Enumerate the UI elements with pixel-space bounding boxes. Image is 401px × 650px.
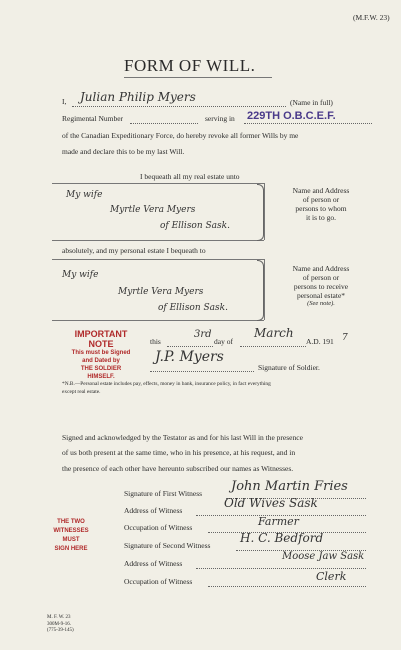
footer-codes: [47, 615, 74, 635]
witness2-address: Moose Jaw Sask: [282, 551, 365, 562]
witness2-occupation-line: [208, 586, 366, 587]
witness2-address-label: Address of Witness: [124, 559, 183, 568]
attestation-line-2: of us both present at the same time, who in his presence, at his request, and in: [62, 448, 296, 457]
personal-side-line-2: of person or: [302, 273, 340, 282]
real-estate-top-rule: [52, 183, 264, 184]
date-day: 3rd: [194, 329, 212, 340]
attestation-line-3: the presence of each other have hereunto subscribed our names as Witnesses.: [62, 464, 294, 473]
important-note-title-2: NOTE: [88, 339, 114, 349]
real-side-line-1: Name and Address: [292, 186, 350, 195]
personal-beneficiary-2: Myrtle Vera Myers: [118, 287, 204, 297]
personal-estate-bottom-rule: [52, 320, 264, 321]
witness1-signature: John Martin Fries: [231, 479, 348, 494]
personal-estate-top-rule: [52, 259, 264, 260]
footer-line-2: 300M-9-16.: [47, 621, 72, 627]
witness2-address-line: [196, 568, 366, 569]
footer-line-3: (775-39-145): [47, 628, 74, 633]
witness2-signature: H. C. Bedford: [240, 531, 324, 545]
intro-line-3: made and declare this to be my last Will.: [62, 147, 185, 156]
personal-side-line-5: (See note).: [307, 300, 335, 307]
date-day-of-label: day of: [214, 337, 233, 346]
important-note-line-3: THE SOLDIER: [80, 366, 122, 372]
date-month: March: [254, 326, 294, 340]
important-note-line-4: HIMSELF.: [87, 374, 115, 380]
real-side-line-4: it is to go.: [305, 213, 336, 222]
witness1-signature-label: Signature of First Witness: [124, 489, 203, 498]
footer-line-1: M. F. W. 23: [47, 615, 71, 620]
intro-line-2: of the Canadian Expeditionary Force, do hereby revoke all former Wills by me: [62, 131, 299, 140]
unit-line: [244, 123, 372, 124]
personal-beneficiary-1: My wife: [62, 270, 99, 280]
witness1-address-label: Address of Witness: [124, 506, 183, 515]
two-witnesses-line-3: MUST: [62, 537, 80, 543]
i-label: I,: [62, 97, 67, 106]
real-beneficiary-3: of Ellison Sask.: [160, 221, 230, 231]
title-underline: [124, 77, 272, 78]
important-note-line-1: This must be Signed: [71, 350, 131, 356]
soldier-signature-line: [150, 371, 254, 372]
regimental-line: [130, 123, 198, 124]
real-estate-divider: [264, 183, 265, 240]
soldier-signature: J.P. Myers: [155, 349, 224, 365]
form-code: (M.F.W. 23): [353, 13, 390, 22]
real-beneficiary-1: My wife: [66, 190, 103, 200]
day-line: [167, 346, 213, 347]
witness2-occupation-label: Occupation of Witness: [124, 577, 193, 586]
real-side-line-2: of person or: [302, 195, 340, 204]
witness2-occupation: Clerk: [316, 570, 347, 583]
important-note-title: IMPORTANT: [74, 329, 128, 339]
personal-side-line-3: persons to receive: [293, 282, 349, 291]
personal-estate-brace: [257, 260, 264, 321]
two-witnesses-line-2: WITNESSES: [53, 528, 89, 534]
witness1-occupation: Farmer: [258, 515, 299, 528]
unit-stamp: 229TH O.B.C.E.F.: [247, 110, 336, 122]
personal-estate-divider: [264, 259, 265, 320]
date-year-digit: 7: [342, 333, 348, 343]
witness1-address: Old Wives Sask: [224, 496, 318, 510]
real-estate-brace: [257, 184, 264, 241]
personal-beneficiary-3: of Ellison Sask.: [158, 303, 228, 313]
serving-label: serving in: [205, 114, 235, 123]
real-estate-bequeath: I bequeath all my real estate unto: [140, 172, 240, 181]
real-estate-bottom-rule: [52, 240, 264, 241]
two-witnesses-line-1: THE TWO: [57, 519, 85, 525]
two-witnesses-note: [36, 518, 106, 554]
date-ad-label: A.D. 191: [306, 337, 334, 346]
personal-estate-bequeath: absolutely, and my personal estate I bequeath to: [62, 246, 206, 255]
name-line: [72, 106, 286, 107]
name-hint: (Name in full): [290, 98, 333, 107]
real-side-line-3: persons to whom: [295, 204, 347, 213]
nb-note-line-1: *N.B.—Personal estate includes pay, effects, money in bank, insurance policy, in fact everything: [62, 381, 271, 387]
personal-side-line-1: Name and Address: [292, 264, 350, 273]
soldier-signature-label: Signature of Soldier.: [258, 363, 320, 372]
regimental-label: Regimental Number: [62, 114, 124, 123]
real-estate-side-note: [268, 186, 374, 222]
personal-side-line-4: personal estate*: [296, 291, 346, 300]
nb-note-line-2: except real estate.: [62, 389, 101, 395]
two-witnesses-line-4: SIGN HERE: [54, 546, 88, 552]
testator-name: Julian Philip Myers: [80, 90, 196, 104]
important-note-line-2: and Dated by: [82, 358, 120, 364]
personal-estate-side-note: [268, 264, 374, 307]
month-line: [240, 346, 306, 347]
witness1-occupation-label: Occupation of Witness: [124, 523, 193, 532]
page-title: FORM OF WILL.: [124, 56, 256, 75]
attestation-line-1: Signed and acknowledged by the Testator as and for his last Will in the presence: [62, 433, 303, 442]
real-beneficiary-2: Myrtle Vera Myers: [110, 205, 196, 215]
date-this-label: this: [150, 337, 161, 346]
witness2-signature-label: Signature of Second Witness: [124, 541, 211, 550]
important-note: [58, 329, 144, 381]
